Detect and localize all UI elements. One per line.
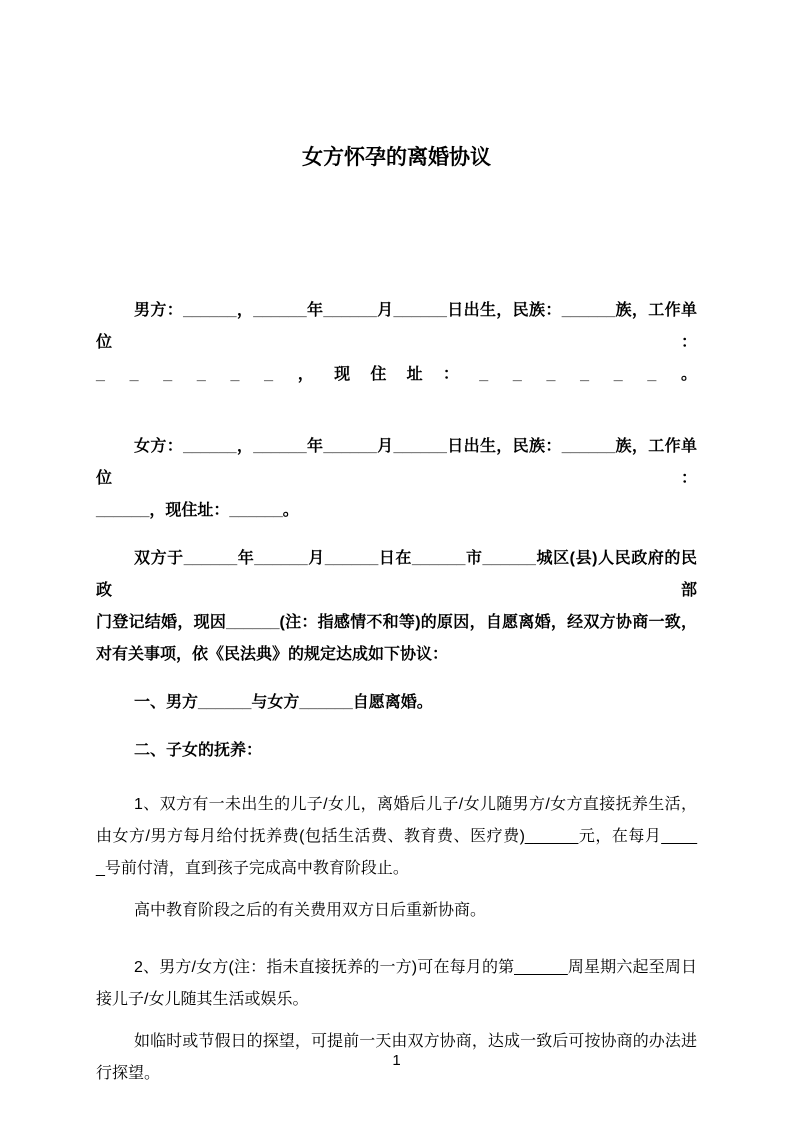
para-marriage-registration	[96, 543, 697, 671]
page-number: 1	[392, 1052, 401, 1069]
clause-two-child-custody-heading	[96, 735, 697, 767]
text-line: 对有关事项，依《民法典》的规定达成如下协议：	[96, 646, 449, 663]
text-line: 1、双方有一未出生的儿子/女儿，离婚后儿子/女儿随男方/女方直接抚养生活，	[134, 796, 697, 813]
text-line: ______，现住址：______。	[96, 502, 299, 519]
text-line: 行探望。	[96, 1065, 161, 1082]
para-husband-info	[96, 295, 697, 391]
text-line: 接儿子/女儿随其生活或娱乐。	[96, 991, 309, 1008]
text-line: 如临时或节假日的探望，可提前一天由双方协商，达成一致后可按协商的办法进	[134, 1033, 697, 1050]
text-line: _ _ _ _ _ _ ，现住址：_ _ _ _ _ _ 。	[96, 366, 697, 383]
clause-one-voluntary-divorce	[96, 687, 697, 719]
text-line: 双方于______年______月______日在______市______城区(县)人民政府的民政部	[96, 550, 697, 599]
text-line: 由女方/男方每月给付抚养费(包括生活费、教育费、医疗费)______元，在每月____	[96, 828, 697, 845]
text-line: 高中教育阶段之后的有关费用双方日后重新协商。	[134, 902, 487, 919]
custody-item-2-visitation	[96, 952, 697, 1016]
custody-item-1-support-payment	[96, 789, 697, 885]
text-line: 门登记结婚，现因______(注：指感情不和等)的原因，自愿离婚，经双方协商一致，	[96, 614, 697, 631]
text-line: 男方：______，______年______月______日出生，民族：______族，工作单位：	[96, 302, 697, 351]
text-line: 2、男方/女方(注：指未直接抚养的一方)可在每月的第______周星期六起至周日	[134, 959, 697, 976]
text-line: 女方：______，______年______月______日出生，民族：______族，工作单位：	[96, 438, 697, 487]
custody-post-highschool-note	[96, 895, 697, 927]
text-line: 二、子女的抚养：	[134, 742, 263, 759]
para-wife-info	[96, 431, 697, 527]
document-title: 女方怀孕的离婚协议	[302, 146, 491, 169]
text-line: 一、男方______与女方______自愿离婚。	[134, 694, 433, 711]
text-line: _号前付清，直到孩子完成高中教育阶段止。	[96, 860, 409, 877]
